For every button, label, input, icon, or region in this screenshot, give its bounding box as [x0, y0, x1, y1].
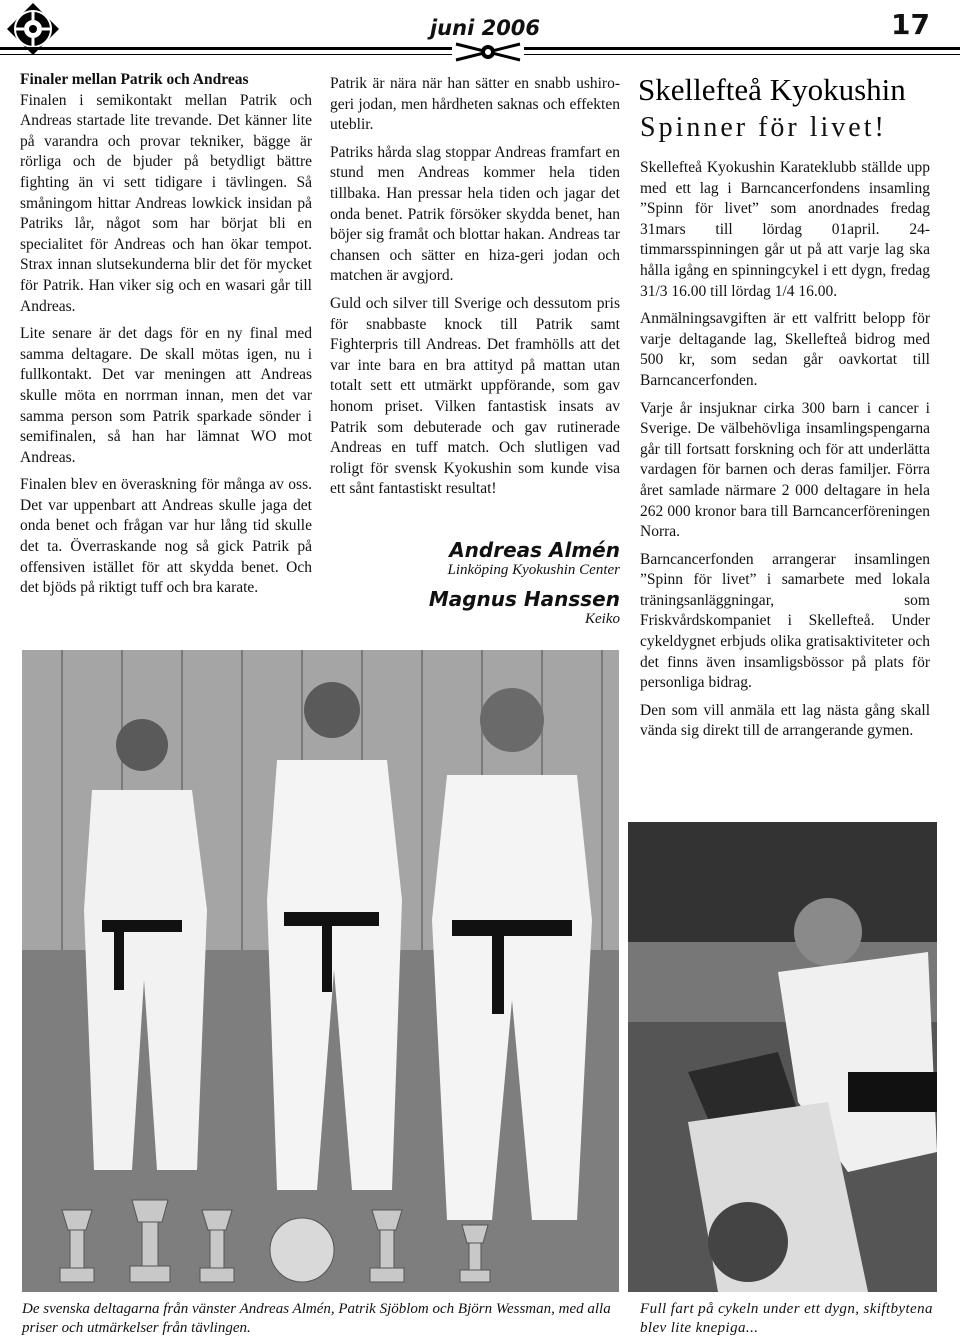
paragraph: Finalen blev en överaskning för många av oss. Det var uppenbart att Andreas skulle jaga det onda benet och frågan var hur lång tid skulle det ta. Överraskande nog så gick Patrik på offensiven istället för att skydda benet. Och det bjöds på riktigt tuff och bra karate.: [20, 476, 312, 597]
photo-caption: Full fart på cykeln under ett dygn, skiftbytena blev lite knepiga...: [640, 1301, 933, 1336]
swords-ornament-icon: [452, 40, 524, 64]
article-heading: Finaler mellan Patrik och Andreas: [20, 71, 249, 88]
author-organization: Keiko: [585, 611, 620, 627]
paragraph: Barncancerfonden arrangerar insamlingen ”Spinn för livet” i samarbete med lokala träningsanläggningar, som Friskvårdskompaniet i Skellefteå. Under cykeldygnet erbjuds olika gratisaktiviteter och det finns även insamligsbössor på plats för personliga bidrag.: [640, 550, 930, 692]
paragraph: Patriks hårda slag stoppar Andreas framfart en stund men Andreas kommer hela tiden tillbaka. Han pressar hela tiden och jagar det onda benet. Patrik försöker skydda benet, han böjer sig framåt och blottar hakan. Andreas tar chansen och sätter en hiza-geri jodan och matchen är avgjord.: [330, 143, 620, 285]
subheadline: Spinner för livet!: [640, 112, 887, 143]
author-name: Magnus Hanssen: [428, 587, 620, 611]
article-column-1: [20, 70, 312, 606]
paragraph: Varje år insjuknar cirka 300 barn i cancer i Sverige. De välbehövliga insamlingspengarna går till fortsatt forskning och för att underlätta vardagen för barnen och deras familjer. Förra året samlade närmare 2 000 deltagare in hela 262 000 kronor bara till Barncancerföreningen Norra.: [640, 399, 930, 541]
spinning-cyclist-photo: [628, 822, 937, 1292]
issue-date: juni 2006: [429, 16, 541, 40]
page-number: 17: [891, 8, 930, 41]
paragraph: Lite senare är det dags för en ny final med samma deltagare. De skall mötas igen, nu i fullkontakt. Det var meningen att Andreas skulle möta en norrman innan, men det var samma person som Patrik sparkade sönder i semifinalen, så han har lämnat WO mot Andreas.: [20, 325, 312, 466]
paragraph: Patrik är nära när han sätter en snabb ushiro-geri jodan, men hårdheten saknas och effekten uteblir.: [330, 75, 620, 134]
article-column-3: [640, 158, 930, 749]
paragraph: Finalen i semikontakt mellan Patrik och Andreas startade lite trevande. Det känner lite på varandra och provar tekniker, bägge är rörliga och de bjuder på betydligt bättre fighting än vi sett tidigare i tävlingen. Så småningom hittar Andreas lowkick insidan på Patriks lår, något som har börjat bli en specialitet för Andreas och han ökar tempot. Strax innan slutsekunderna blir det för mycket för Patrik. Han viker sig och en wasari går till Andreas.: [20, 91, 312, 315]
karateka-group-photo: [22, 650, 619, 1292]
author-name: Andreas Almén: [449, 538, 620, 562]
paragraph: Den som vill anmäla ett lag nästa gång skall vända sig direkt till de arrangerande gymen.: [640, 701, 930, 740]
author-organization: Linköping Kyokushin Center: [447, 562, 620, 578]
author-signatures: [330, 538, 620, 636]
article-column-2: [330, 74, 620, 507]
headline: Skellefteå Kyokushin: [638, 72, 906, 107]
paragraph: Guld och silver till Sverige och dessutom pris för snabbaste knock till Patrik samt Fighterpris till Andreas. Det framhölls att det var inte bara en bra attityd på mattan utan totalt sett ett utmärkt uppförande, som gav honom priset. Vilken fantastisk insats av Patrik som debuterade och gav rutinerade Andreas en tuff match. Och slutligen vad roligt för svensk Kyokushin som kunde visa ett sånt fantastiskt resultat!: [330, 294, 620, 498]
paragraph: Skellefteå Kyokushin Karateklubb ställde upp med ett lag i Barncancerfondens insamling ”Spinn för livet” som anordnades fredag 31mars till lördag 01april. 24-timmarsspinningen går ut på att varje lag ska hålla igång en spinningcykel i ett dygn, fredag 31/3 16.00 till lördag 1/4 16.00.: [640, 159, 930, 300]
paragraph: Anmälningsavgiften är ett valfritt belopp för varje deltagande lag, Skellefteå bidrog med 500 kr, som sedan går oavkortat till Barncancerfonden.: [640, 310, 930, 389]
photo-caption: De svenska deltagarna från vänster Andreas Almén, Patrik Sjöblom och Björn Wessman, med alla priser och utmärkelser från tävlingen.: [22, 1301, 611, 1336]
